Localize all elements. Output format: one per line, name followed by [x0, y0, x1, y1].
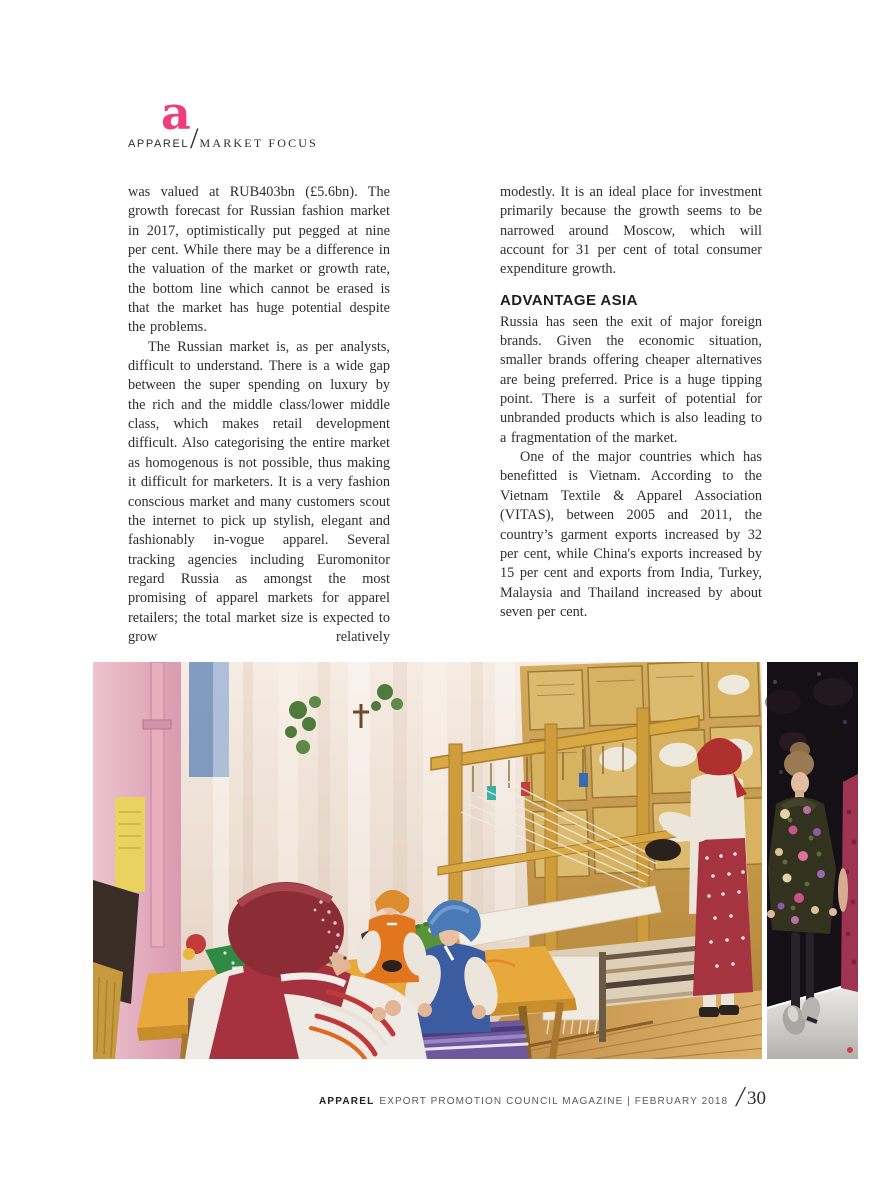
runway-photo: [765, 662, 858, 1059]
apparel-logo: a: [161, 86, 191, 140]
masthead-section-label: MARKET FOCUS: [199, 136, 319, 150]
masthead-title: APPAREL / MARKET FOCUS: [128, 122, 319, 155]
masthead: [128, 86, 428, 158]
feature-photo: [93, 662, 858, 1059]
craft-room-photo: [93, 662, 772, 1059]
right-column: [500, 183, 762, 647]
paragraph: Russia has seen the exit of major foreign brands. Given the economic situation, smaller brands offering cheaper alternatives are being preferred. Price is a huge tipping point. There is a surfeit of potential for unbranded products which is also leading to a fragmentation of the market.: [500, 313, 762, 446]
article-body: [128, 183, 762, 647]
paragraph: The Russian market is, as per analysts, difficult to understand. There is a wide gap between the super spending on luxury by the rich and the middle class/lower middle class, which makes retail development difficult. Also categorising the entire market as homogenous is not possible, thus making it difficult for marketers. It is a very fashion conscious market and many customers scout the internet to pick up stylish, elegant and fashionably in-vogue apparel. Several tracking agencies including Euromonitor regard Russia as amongst the most promising of apparel markets for apparel retailers; the total market size is expected to grow relatively: [128, 338, 390, 645]
paragraph: modestly. It is an ideal place for investment primarily because the growth seems to be narrowed around Moscow, which will account for 31 per cent of total consumer expenditure growth.: [500, 184, 762, 278]
masthead-apparel-label: APPAREL: [128, 138, 190, 150]
paragraph: One of the major countries which has benefitted is Vietnam. According to the Vietnam Textile & Apparel Association (VITAS), between 2005 and 2011, the country’s garment exports increased by 32 per cent, while China's exports increased by 15 per cent and exports from India, Turkey, Malaysia and Thailand increased by about seven per cent.: [500, 449, 762, 620]
feature-photo-illustration: [93, 662, 858, 1059]
left-column: [128, 183, 390, 647]
page-footer: APPAREL EXPORT PROMOTION COUNCIL MAGAZINE | FEBRUARY 2018 / 30: [318, 1082, 766, 1113]
section-heading: ADVANTAGE ASIA: [500, 291, 638, 309]
page-number: 30: [747, 1088, 766, 1109]
footer-magazine-info: EXPORT PROMOTION COUNCIL MAGAZINE | FEBRUARY 2018: [379, 1096, 729, 1107]
photo-divider: [762, 662, 767, 1059]
paragraph: was valued at RUB403bn (£5.6bn). The growth forecast for Russian fashion market in 2017, optimistically put pegged at nine per cent. While there may be a difference in the valuation of the market or growth rate, the bottom line which cannot be erased is that the market has huge potential despite the problems.: [128, 184, 390, 336]
footer-brand: APPAREL: [318, 1096, 375, 1107]
